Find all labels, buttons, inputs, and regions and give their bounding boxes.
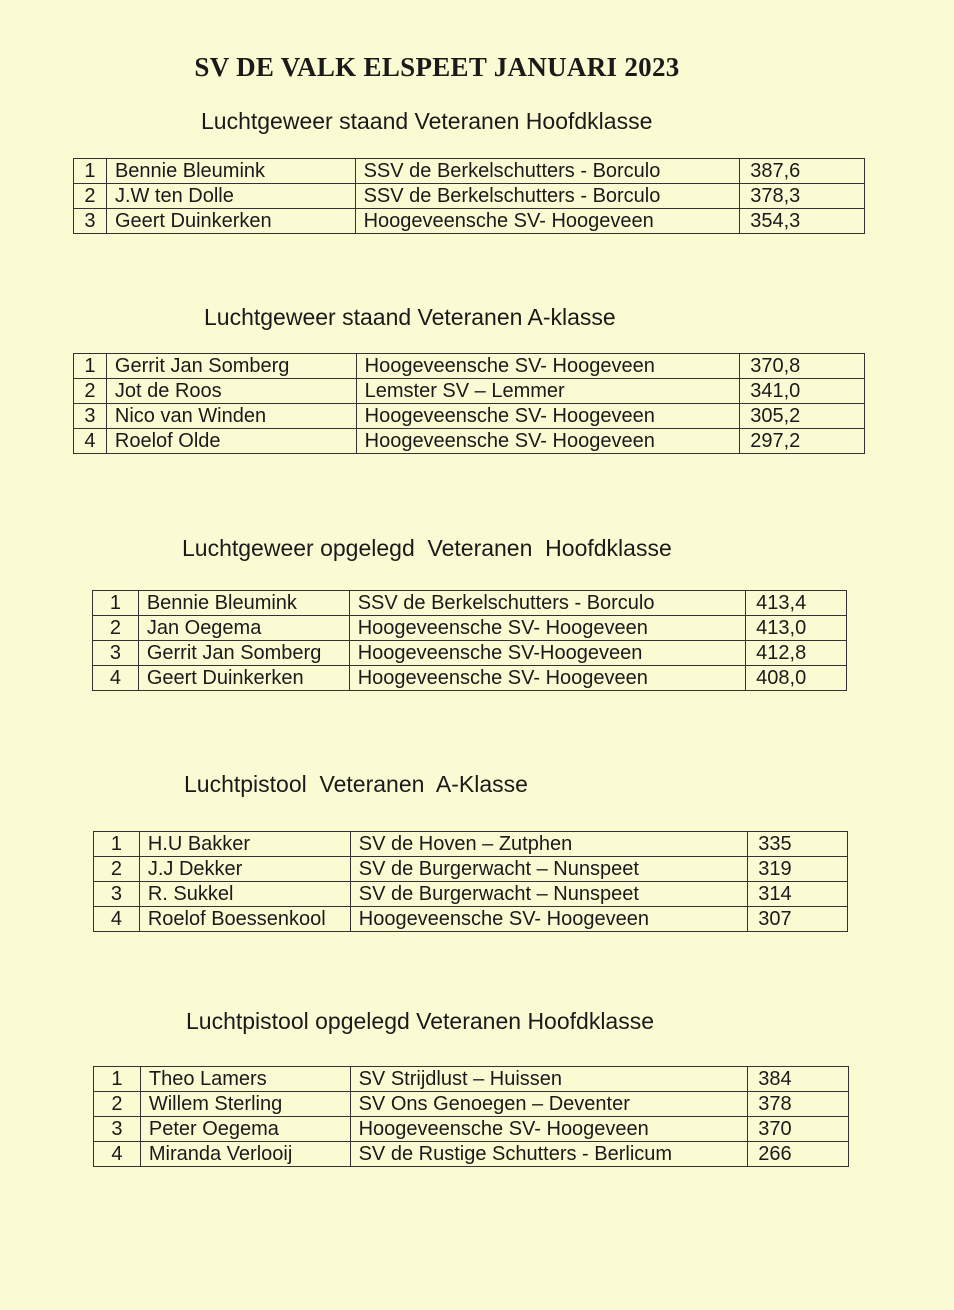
table-row <box>74 379 865 404</box>
rank-cell: 3 <box>74 209 107 234</box>
score-cell: 387,6 <box>740 159 865 184</box>
name-cell: Roelof Olde <box>106 429 356 454</box>
table-row <box>74 209 865 234</box>
club-cell: SSV de Berkelschutters - Borculo <box>355 184 740 209</box>
rank-cell: 2 <box>93 616 139 641</box>
club-cell: SV de Burgerwacht – Nunspeet <box>350 857 747 882</box>
name-cell: Theo Lamers <box>140 1067 350 1092</box>
table-row <box>93 616 847 641</box>
club-cell: Hoogeveensche SV- Hoogeveen <box>356 429 740 454</box>
club-cell: Hoogeveensche SV- Hoogeveen <box>349 616 745 641</box>
club-cell: SV de Rustige Schutters - Berlicum <box>350 1142 748 1167</box>
score-cell: 370 <box>748 1117 849 1142</box>
club-cell: SV Ons Genoegen – Deventer <box>350 1092 748 1117</box>
club-cell: Lemster SV – Lemmer <box>356 379 740 404</box>
club-cell: Hoogeveensche SV- Hoogeveen <box>356 404 740 429</box>
name-cell: Jot de Roos <box>106 379 356 404</box>
rank-cell: 3 <box>94 882 140 907</box>
club-cell: Hoogeveensche SV- Hoogeveen <box>350 1117 748 1142</box>
score-cell: 307 <box>748 907 848 932</box>
table-row <box>94 882 848 907</box>
name-cell: Bennie Bleumink <box>106 159 355 184</box>
score-cell: 413,0 <box>746 616 847 641</box>
rank-cell: 2 <box>74 379 107 404</box>
name-cell: Geert Duinkerken <box>106 209 355 234</box>
name-cell: J.W ten Dolle <box>106 184 355 209</box>
table-row <box>74 429 865 454</box>
rank-cell: 1 <box>93 591 139 616</box>
results-table <box>93 831 848 932</box>
name-cell: Geert Duinkerken <box>138 666 349 691</box>
results-table <box>92 590 847 691</box>
club-cell: Hoogeveensche SV-Hoogeveen <box>349 641 745 666</box>
rank-cell: 4 <box>94 1142 141 1167</box>
club-cell: SV Strijdlust – Huissen <box>350 1067 748 1092</box>
section-heading: Luchtpistool opgelegd Veteranen Hoofdklasse <box>186 1008 655 1034</box>
score-cell: 319 <box>748 857 848 882</box>
score-cell: 335 <box>748 832 848 857</box>
name-cell: Gerrit Jan Somberg <box>138 641 349 666</box>
rank-cell: 2 <box>74 184 107 209</box>
club-cell: SSV de Berkelschutters - Borculo <box>349 591 745 616</box>
score-cell: 341,0 <box>740 379 865 404</box>
rank-cell: 3 <box>93 641 139 666</box>
table-row <box>74 159 865 184</box>
rank-cell: 4 <box>94 907 140 932</box>
score-cell: 408,0 <box>746 666 847 691</box>
section-heading: Luchtgeweer staand Veteranen A-klasse <box>204 304 616 330</box>
name-cell: Roelof Boessenkool <box>139 907 350 932</box>
club-cell: SSV de Berkelschutters - Borculo <box>355 159 740 184</box>
rank-cell: 3 <box>94 1117 141 1142</box>
table-row <box>74 354 865 379</box>
section-heading: Luchtpistool Veteranen A-Klasse <box>184 771 528 797</box>
rank-cell: 3 <box>74 404 107 429</box>
section-heading: Luchtgeweer staand Veteranen Hoofdklasse <box>201 108 653 134</box>
name-cell: Jan Oegema <box>138 616 349 641</box>
club-cell: Hoogeveensche SV- Hoogeveen <box>350 907 747 932</box>
name-cell: Peter Oegema <box>140 1117 350 1142</box>
club-cell: Hoogeveensche SV- Hoogeveen <box>355 209 740 234</box>
table-row <box>94 1117 849 1142</box>
rank-cell: 2 <box>94 1092 141 1117</box>
table-row <box>94 907 848 932</box>
name-cell: Miranda Verlooij <box>140 1142 350 1167</box>
table-row <box>74 184 865 209</box>
score-cell: 412,8 <box>746 641 847 666</box>
score-cell: 314 <box>748 882 848 907</box>
club-cell: SV de Burgerwacht – Nunspeet <box>350 882 747 907</box>
table-row <box>94 1067 849 1092</box>
table-row <box>93 666 847 691</box>
score-cell: 305,2 <box>740 404 865 429</box>
table-row <box>74 404 865 429</box>
rank-cell: 1 <box>74 159 107 184</box>
results-table <box>73 158 865 234</box>
name-cell: R. Sukkel <box>139 882 350 907</box>
table-row <box>94 832 848 857</box>
rank-cell: 2 <box>94 857 140 882</box>
rank-cell: 4 <box>93 666 139 691</box>
table-row <box>94 1092 849 1117</box>
name-cell: J.J Dekker <box>139 857 350 882</box>
club-cell: Hoogeveensche SV- Hoogeveen <box>349 666 745 691</box>
name-cell: Willem Sterling <box>140 1092 350 1117</box>
table-row <box>93 591 847 616</box>
score-cell: 413,4 <box>746 591 847 616</box>
page-title: SV DE VALK ELSPEET JANUARI 2023 <box>194 52 680 82</box>
score-cell: 384 <box>748 1067 849 1092</box>
rank-cell: 4 <box>74 429 107 454</box>
table-row <box>94 857 848 882</box>
name-cell: Nico van Winden <box>106 404 356 429</box>
score-cell: 297,2 <box>740 429 865 454</box>
score-cell: 378 <box>748 1092 849 1117</box>
club-cell: SV de Hoven – Zutphen <box>350 832 747 857</box>
rank-cell: 1 <box>74 354 107 379</box>
rank-cell: 1 <box>94 832 140 857</box>
name-cell: Gerrit Jan Somberg <box>106 354 356 379</box>
table-row <box>94 1142 849 1167</box>
score-cell: 266 <box>748 1142 849 1167</box>
score-cell: 378,3 <box>740 184 865 209</box>
section-heading: Luchtgeweer opgelegd Veteranen Hoofdklasse <box>182 535 672 561</box>
name-cell: Bennie Bleumink <box>138 591 349 616</box>
club-cell: Hoogeveensche SV- Hoogeveen <box>356 354 740 379</box>
rank-cell: 1 <box>94 1067 141 1092</box>
name-cell: H.U Bakker <box>139 832 350 857</box>
results-table <box>93 1066 849 1167</box>
results-table <box>73 353 865 454</box>
table-row <box>93 641 847 666</box>
score-cell: 370,8 <box>740 354 865 379</box>
score-cell: 354,3 <box>740 209 865 234</box>
